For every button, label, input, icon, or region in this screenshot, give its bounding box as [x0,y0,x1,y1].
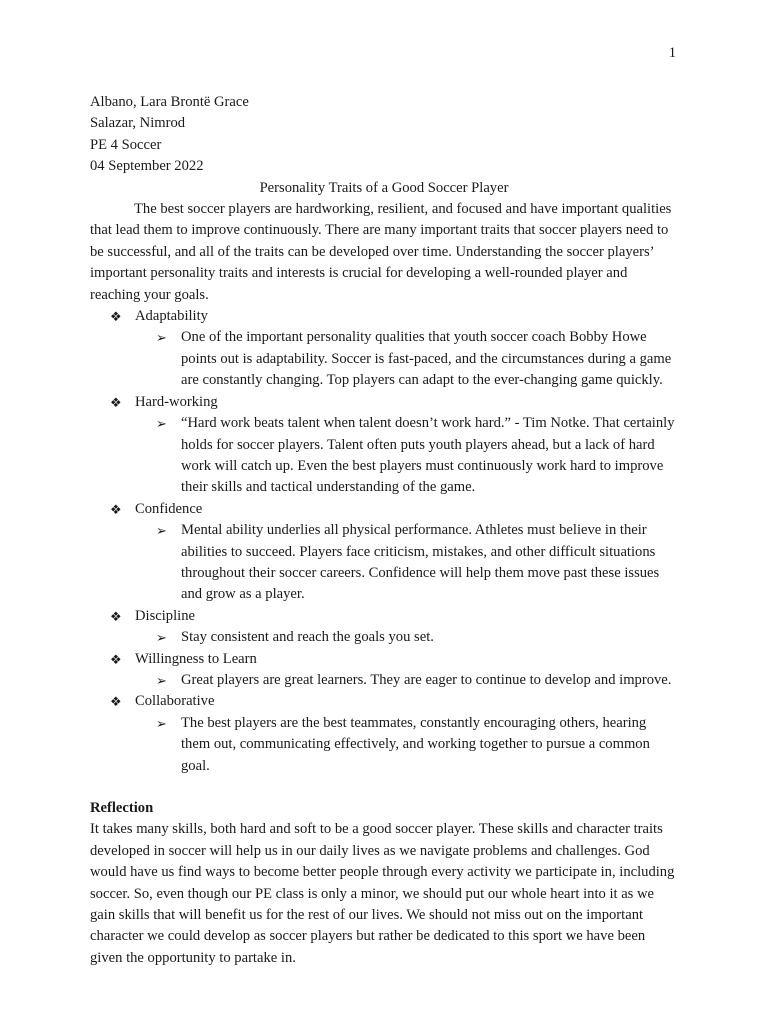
trait-detail: Great players are great learners. They are eager to continue to develop and improve. [181,671,672,688]
trait-item [90,649,678,692]
trait-detail: Stay consistent and reach the goals you set. [181,629,434,646]
trait-item [90,392,678,499]
arrow-bullet-icon: ➢ [156,672,167,688]
trait-item [90,306,678,392]
diamond-bullet-icon: ❖ [110,394,122,410]
diamond-bullet-icon: ❖ [110,608,122,624]
trait-item [90,499,678,606]
arrow-bullet-icon: ➢ [156,416,167,432]
document-title: Personality Traits of a Good Soccer Player [259,179,509,196]
diamond-bullet-icon: ❖ [110,694,122,710]
trait-detail: One of the important personality qualities that youth soccer coach Bobby Howe points out is adaptability. Soccer is fast-paced, and the circumstances during a game are constantly changing. Top players can adapt to the ever-changing game quickly. [181,329,672,389]
author-name: Salazar, Nimrod [90,115,186,132]
traits-list [90,306,678,777]
reflection-heading: Reflection [90,800,154,816]
page-number: 1 [668,45,676,61]
trait-name: Willingness to Learn [135,650,257,667]
diamond-bullet-icon: ❖ [110,501,122,517]
author-name: Albano, Lara Brontë Grace [90,94,249,110]
intro-paragraph: The best soccer players are hardworking, resilient, and focused and have important qualities that lead them to improve continuously. There are many important traits that soccer players need to be successful, and all of the traits can be developed over time. Understanding the soccer players’ important personality traits and interests is crucial for developing a well-rounded player and reaching your goals. [90,201,672,303]
arrow-bullet-icon: ➢ [156,715,167,731]
diamond-bullet-icon: ❖ [110,651,122,667]
document-body [90,92,678,969]
course-name: PE 4 Soccer [90,136,162,153]
trait-name: Hard-working [135,393,218,410]
trait-name: Adaptability [135,308,208,325]
reflection-paragraph: It takes many skills, both hard and soft to be a good soccer player. These skills and character traits developed in soccer will help us in our daily lives as we navigate problems and challenges. God would have us find ways to become better people through every activity we participate in, including soccer. So, even though our PE class is only a minor, we should put our whole heart into it as we gain skills that will benefit us for the rest of our lives. We should not miss out on the important character we could develop as soccer players but rather be dedicated to this sport we have been given the opportunity to partake in. [90,821,675,966]
section-gap [90,777,678,798]
trait-detail: “Hard work beats talent when talent doesn’t work hard.” - Tim Notke. That certainly holds for soccer players. Talent often puts youth players ahead, but a lack of hard work will catch up. Even the best players must continuously work hard to improve their skills and tactical understanding of the game. [181,415,675,496]
trait-name: Discipline [135,607,195,624]
diamond-bullet-icon: ❖ [110,309,122,325]
trait-detail: Mental ability underlies all physical performance. Athletes must believe in their abilities to succeed. Players face criticism, mistakes, and other difficult situations throughout their soccer careers. Confidence will help them move past these issues and grow as a player. [181,522,660,603]
trait-name: Confidence [135,500,203,517]
trait-detail: The best players are the best teammates, constantly encouraging others, hearing them out, communicating effectively, and working together to pursue a common goal. [181,714,650,774]
trait-name: Collaborative [135,693,215,710]
arrow-bullet-icon: ➢ [156,630,167,646]
document-date: 04 September 2022 [90,158,204,175]
trait-item [90,606,678,649]
trait-item [90,691,678,777]
arrow-bullet-icon: ➢ [156,523,167,539]
arrow-bullet-icon: ➢ [156,330,167,346]
